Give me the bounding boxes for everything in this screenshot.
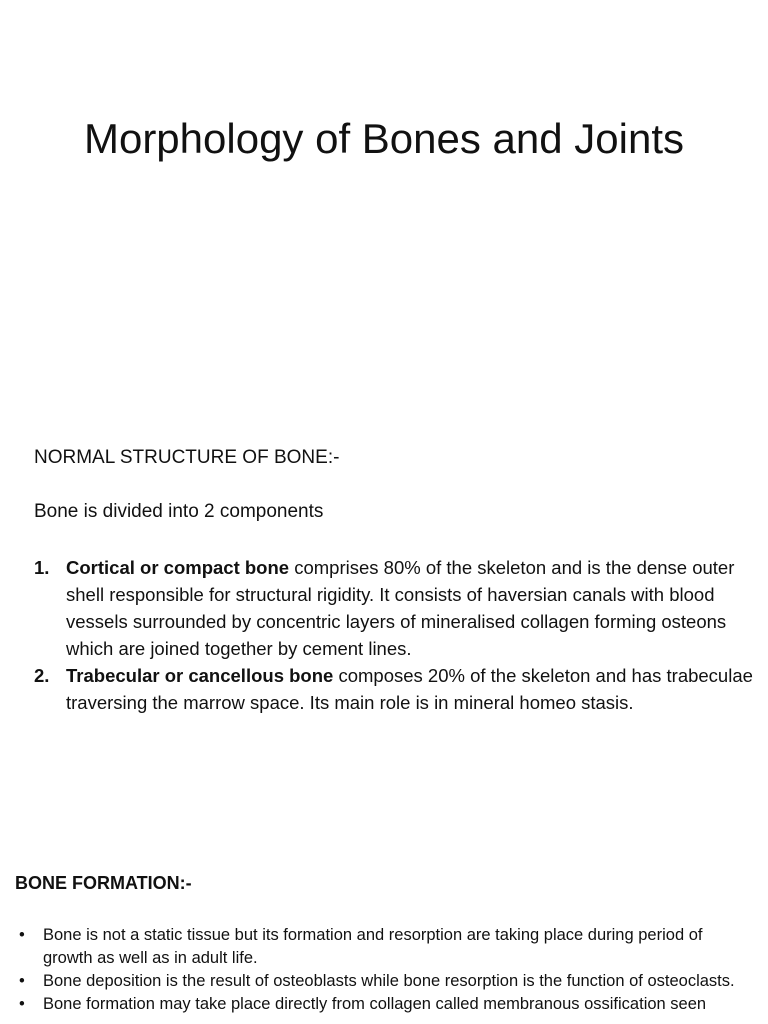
bullet-text: Bone deposition is the result of osteoblasts while bone resorption is the function of osteoclasts. bbox=[43, 972, 735, 990]
list-item bbox=[34, 554, 754, 662]
list-item bbox=[19, 970, 754, 993]
item-text: comprises 80% of the skeleton and is the dense outer shell responsible for structural rigidity. It consists of haversian canals with blood vessels surrounded by concentric layers of mineralised collagen forming osteons which are joined together by cement lines. bbox=[66, 557, 735, 659]
bullet-list bbox=[19, 924, 754, 1016]
slide-bone-formation bbox=[0, 816, 768, 1024]
bullet-icon: • bbox=[19, 926, 25, 944]
slide-title bbox=[0, 0, 768, 384]
item-number: 2. bbox=[34, 665, 50, 686]
section-heading: BONE FORMATION:- bbox=[15, 873, 192, 893]
slide-normal-structure bbox=[0, 384, 768, 816]
slide-title-text: Morphology of Bones and Joints bbox=[83, 115, 685, 162]
section-heading: NORMAL STRUCTURE OF BONE:- bbox=[34, 447, 340, 468]
item-term: Trabecular or cancellous bone bbox=[66, 665, 334, 686]
intro-text: Bone is divided into 2 components bbox=[34, 501, 324, 522]
list-item bbox=[34, 662, 754, 716]
item-number: 1. bbox=[34, 557, 50, 578]
list-item bbox=[19, 924, 754, 970]
bullet-text: Bone is not a static tissue but its formation and resorption are taking place during period of growth as well as in adult life. bbox=[43, 926, 703, 967]
bullet-icon: • bbox=[19, 995, 25, 1013]
components-list bbox=[34, 554, 754, 716]
bullet-text: Bone formation may take place directly from collagen called membranous ossification seen bbox=[43, 995, 707, 1013]
list-item bbox=[19, 993, 754, 1016]
item-text: composes 20% of the skeleton and has trabeculae traversing the marrow space. Its main role is in mineral homeo stasis. bbox=[66, 665, 753, 713]
bullet-icon: • bbox=[19, 972, 25, 990]
item-term: Cortical or compact bone bbox=[66, 557, 290, 578]
